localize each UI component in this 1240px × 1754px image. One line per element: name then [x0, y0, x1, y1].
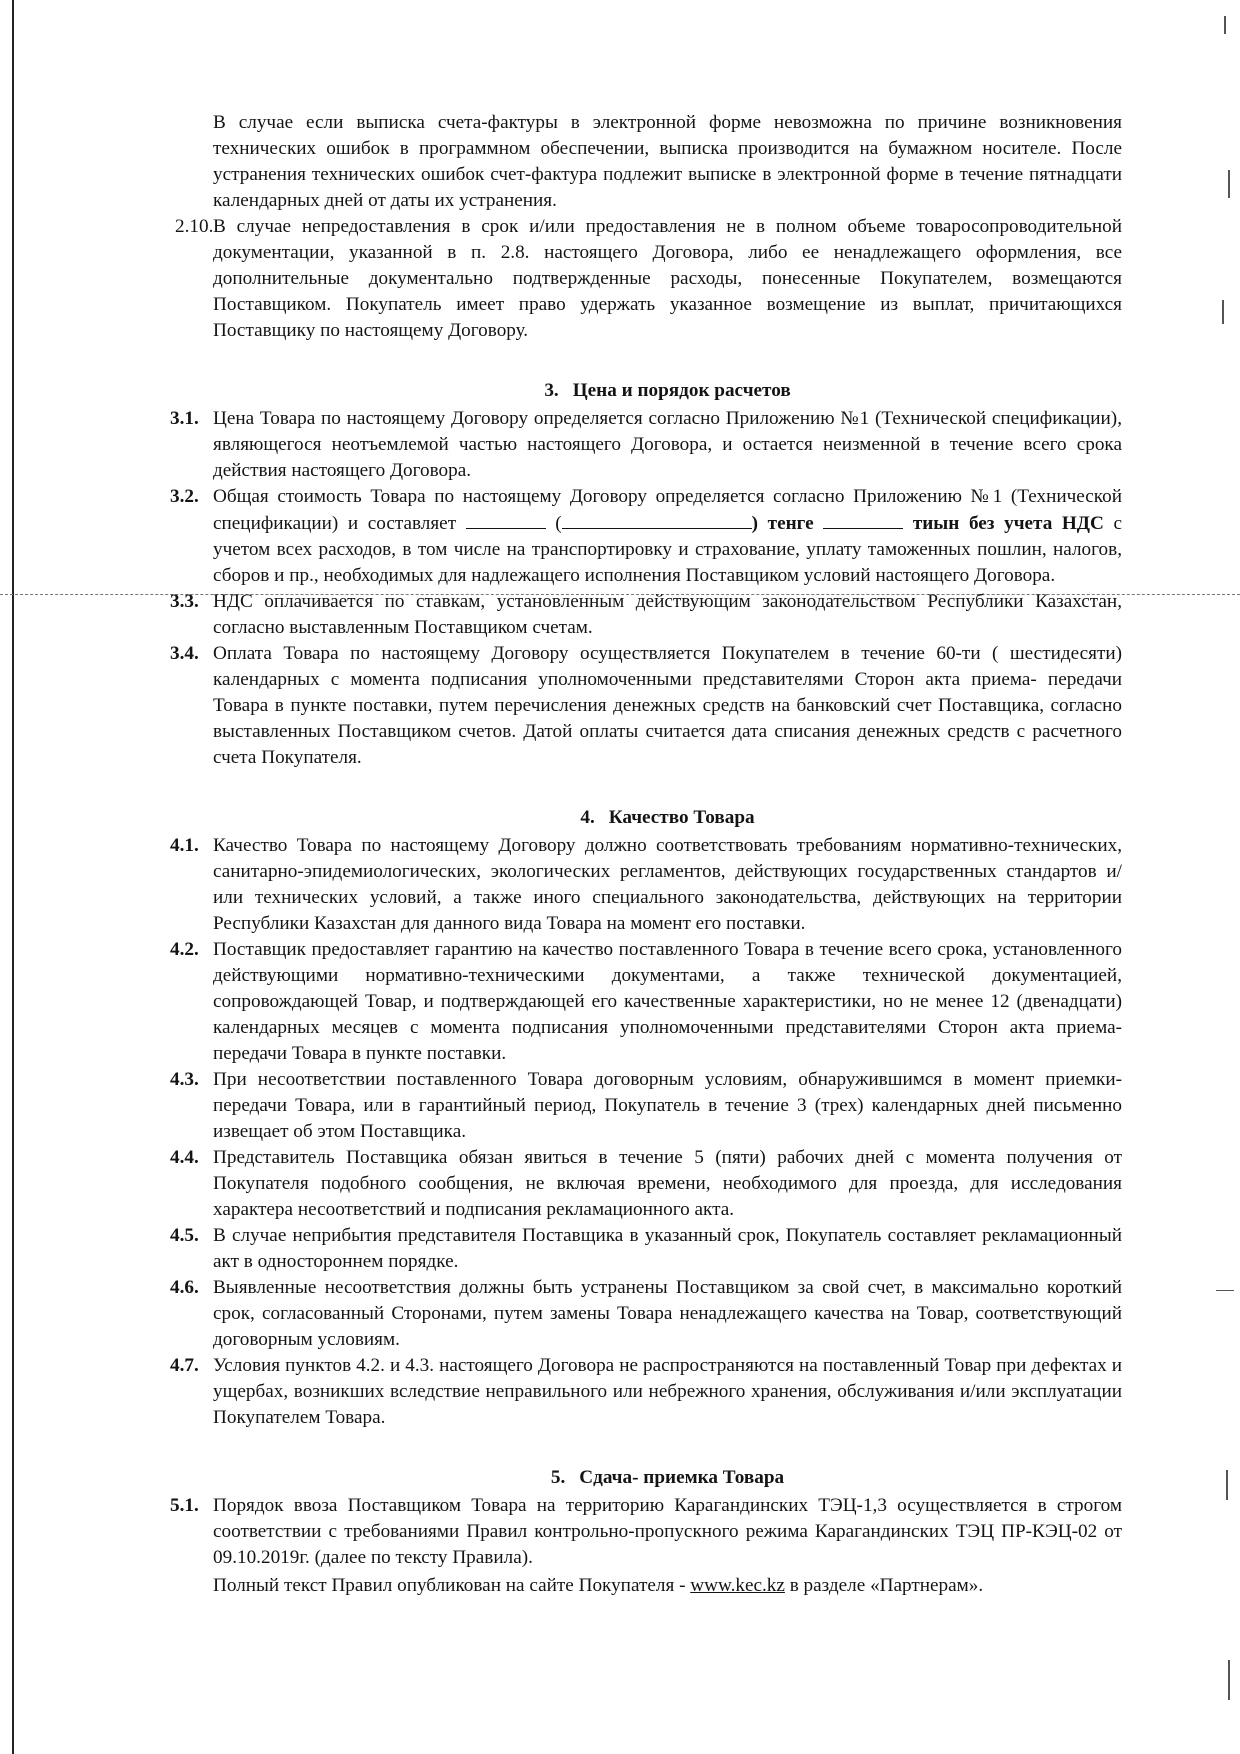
scan-edge-shadow: [12, 0, 14, 1754]
amount-words-blank[interactable]: [562, 510, 752, 529]
clause-4-7: [170, 1353, 1122, 1431]
clause-2-10: [170, 214, 1122, 344]
clause-text: Выявленные несоответствия должны быть устранены Поставщиком за свой счет, в максимально короткий срок, согласованный Сторонами, путем замены Товара ненадлежащего качества на Товар, соответствующий договорным условиям.: [213, 1277, 1122, 1350]
clause-text: Цена Товара по настоящему Договору определяется согласно Приложению №1 (Технической спецификации), являющегося неотъемлемой частью настоящего Договора, и остается неизменной в течение всего срока действия настоящего Договора.: [213, 408, 1122, 481]
clause-text-b: с учетом всех расходов, в том числе на транспортировку и страхование, уплату таможенных пошлин, налогов, сборов и пр., необходимых для надлежащего исполнения Поставщиком условий настоящего Договора.: [213, 513, 1122, 586]
section-3-heading: [170, 378, 1122, 404]
clause-5-1: [170, 1493, 1122, 1599]
clause-text: Качество Товара по настоящему Договору должно соответствовать требованиям нормативно-технических, санитарно-эпидемиологических, экологических регламентов, действующих государственных стандартов и/или технических условий, а также иного специального законодательства, действующих на территории Республики Казахстан для данного вида Товара на момент его поставки.: [213, 835, 1122, 934]
clause-text-a: Общая стоимость Товара по настоящему Договору определяется согласно Приложению №1 (Технической спецификации) и составляет: [213, 486, 1122, 534]
amount-blank[interactable]: [466, 510, 546, 529]
section-title: Сдача- приемка Товара: [579, 1467, 785, 1488]
clause-number: 3.2.: [170, 486, 199, 507]
note-text: Полный текст Правил опубликован на сайте Покупателя -: [213, 1575, 686, 1596]
clause-3-1: [170, 406, 1122, 484]
clause-text: Поставщик предоставляет гарантию на качество поставленного Товара в течение всего срока, установленного действующими нормативно-техническими документами, а также технической документацией, сопровождающей Товар, и подтверждающей его качественные характеристики, но не менее 12 (двенадцати) календарных месяцев с момента подписания уполномоченными представителями Сторон акта приема-передачи Товара в пункте поставки.: [213, 939, 1122, 1064]
clause-4-6: [170, 1275, 1122, 1353]
section-number: 4.: [580, 807, 595, 828]
clause-3-2: [170, 484, 1122, 589]
open-paren: (: [555, 513, 562, 534]
section-number: 3.: [544, 380, 559, 401]
clause-4-2: [170, 937, 1122, 1067]
clause-number: 4.1.: [170, 835, 199, 856]
clause-number: 3.3.: [170, 591, 199, 612]
clause-number: 4.5.: [170, 1225, 199, 1246]
clause-4-1: [170, 833, 1122, 937]
clause-text: Условия пунктов 4.2. и 4.3. настоящего Договора не распространяются на поставленный Товар при дефектах и ущербах, возникших вследствие неправильного или небрежного хранения, обслуживания и/или эксплуатации Покупателем Товара.: [213, 1355, 1122, 1428]
clause-text: В случае неприбытия представителя Поставщика в указанный срок, Покупатель составляет рекламационный акт в одностороннем порядке.: [213, 1225, 1122, 1272]
tiyn-label: тиын без учета НДС: [912, 513, 1104, 534]
section-4-heading: [170, 805, 1122, 831]
clause-text: НДС оплачивается по ставкам, установленным действующим законодательством Республики Казахстан, согласно выставленным Поставщиком счетам.: [213, 591, 1122, 638]
paragraph-invoice-paper: В случае если выписка счета-фактуры в электронной форме невозможна по причине возникновения технических ошибок в программном обеспечении, выписка производится на бумажном носителе. После устранения технических ошибок счет-фактура подлежит выписке в электронной форме в течение пятнадцати календарных дней от даты их устранения.: [213, 112, 1122, 211]
scan-margin-marks: [1210, 0, 1234, 1754]
clause-number: 4.4.: [170, 1147, 199, 1168]
tenge-label: ) тенге: [751, 513, 814, 534]
clause-4-5: [170, 1223, 1122, 1275]
section-5-heading: [170, 1465, 1122, 1491]
website-link[interactable]: www.kec.kz: [690, 1575, 785, 1596]
note-text-end: в разделе «Партнерам».: [789, 1575, 984, 1596]
clause-3-4: [170, 641, 1122, 771]
clause-4-4: [170, 1145, 1122, 1223]
section-title: Качество Товара: [608, 807, 755, 828]
clause-number: 4.3.: [170, 1069, 199, 1090]
section-number: 5.: [550, 1467, 566, 1488]
tiyn-blank[interactable]: [823, 510, 903, 529]
clause-number: 4.7.: [170, 1355, 199, 1376]
clause-text: Оплата Товара по настоящему Договору осуществляется Покупателем в течение 60-ти ( шестидесяти) календарных с момента подписания уполномоченными представителями Сторон акта приема- передачи Товара в пункте поставки, путем перечисления денежных средств на банковский счет Поставщика, согласно выставленных Поставщиком счетов. Датой оплаты считается дата списания денежных средств с расчетного счета Покупателя.: [213, 643, 1122, 768]
document-body: [170, 110, 1122, 1599]
section-title: Цена и порядок расчетов: [572, 380, 791, 401]
clause-text: При несоответствии поставленного Товара договорным условиям, обнаружившимся в момент приемки-передачи Товара, или в гарантийный период, Покупатель в течение 3 (трех) календарных дней письменно извещает об этом Поставщика.: [213, 1069, 1122, 1142]
clause-3-3: [170, 589, 1122, 641]
clause-4-3: [170, 1067, 1122, 1145]
clause-number: 3.4.: [170, 643, 199, 664]
clause-text: В случае непредоставления в срок и/или предоставления не в полном объеме товаросопроводительной документации, указанной в п. 2.8. настоящего Договора, либо ее ненадлежащего оформления, все дополнительные документально подтвержденные расходы, понесенные Покупателем, возмещаются Поставщиком. Покупатель имеет право удержать указанное возмещение из выплат, причитающихся Поставщику по настоящему Договору.: [213, 216, 1122, 341]
clause-text: Представитель Поставщика обязан явиться в течение 5 (пяти) рабочих дней с момента получения от Покупателя подобного сообщения, не включая времени, необходимого для проезда, для исследования характера несоответствий и подписания рекламационного акта.: [213, 1147, 1122, 1220]
clause-number: 4.2.: [170, 939, 199, 960]
clause-number: 4.6.: [170, 1277, 199, 1298]
clause-number: 3.1.: [170, 408, 199, 429]
clause-number: 2.10.: [175, 216, 214, 237]
clause-text-a: Порядок ввоза Поставщиком Товара на территорию Карагандинских ТЭЦ-1,3 осуществляется в строгом соответствии с требованиями Правил контрольно-пропускного режима Карагандинских ТЭЦ ПР-КЭЦ-02 от 09.10.2019г. (далее по тексту Правила).: [213, 1495, 1122, 1568]
rules-publication-note: [213, 1573, 1122, 1599]
clause-number: 5.1.: [170, 1495, 199, 1516]
